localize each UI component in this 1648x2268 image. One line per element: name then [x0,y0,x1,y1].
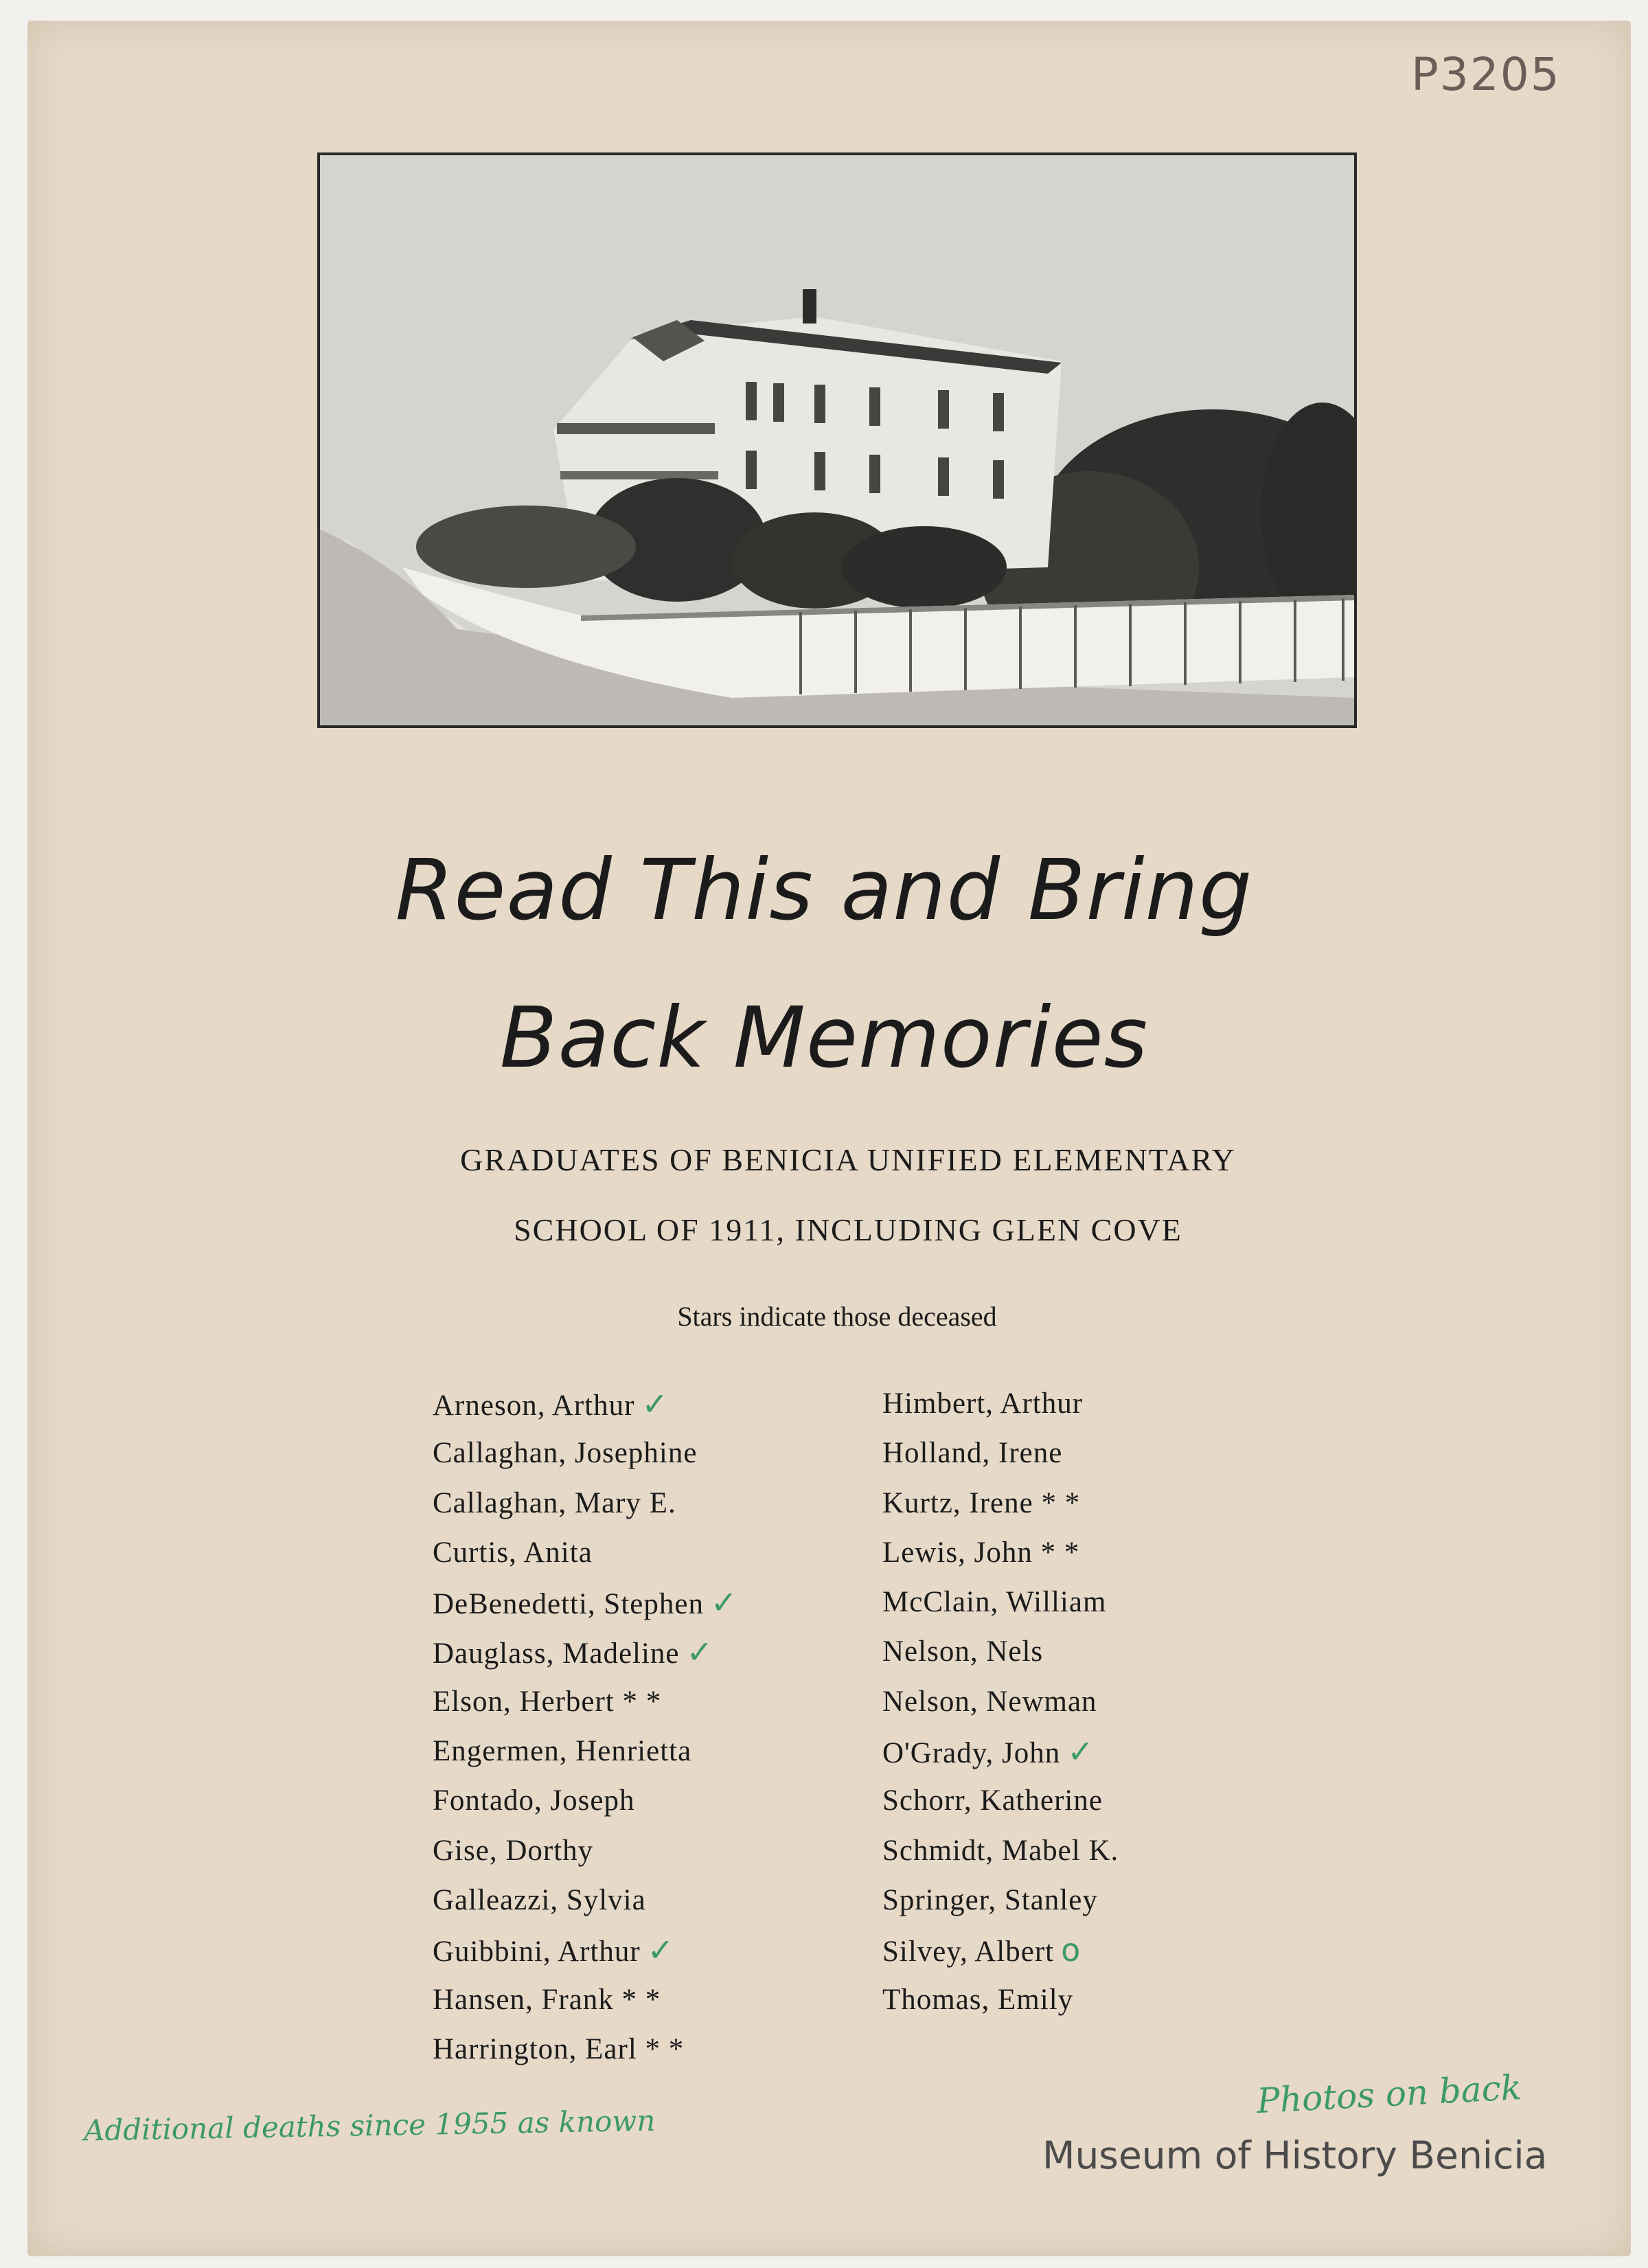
graduate-entry [433,1925,738,1975]
graduate-name: Curtis, Anita [433,1536,593,1569]
graduate-entry [433,1677,738,1727]
graduate-name: Fontado, Joseph [433,1784,635,1817]
graduate-name: Lewis, John * * [882,1536,1080,1569]
graduate-entry [882,1528,1119,1578]
graduate-name: Nelson, Nels [882,1635,1044,1668]
graduate-entry [433,1876,738,1925]
graduate-entry [433,1578,738,1627]
graduate-entry [882,1925,1119,1975]
graduate-name: DeBenedetti, Stephen [433,1588,704,1621]
graduate-name: Schmidt, Mabel K. [882,1834,1119,1867]
graduate-name: Callaghan, Josephine [433,1437,698,1470]
legend-note: Stars indicate those deceased [677,1301,997,1332]
handwritten-note-photos: Photos on back [1255,2067,1523,2122]
graduate-entry [433,2025,738,2074]
heading-line-1: GRADUATES OF BENICIA UNIFIED ELEMENTARY [460,1142,1236,1177]
graduate-name: Gise, Dorthy [433,1834,594,1867]
graduate-name: Callaghan, Mary E. [433,1486,676,1519]
graduate-name: Guibbini, Arthur [433,1936,641,1969]
catalog-number: P3205 [1411,48,1561,101]
handwritten-note-deaths: Additional deaths since 1955 as known [83,2103,656,2148]
graduate-name: Springer, Stanley [882,1883,1098,1916]
graduate-name: Himbert, Arthur [882,1387,1084,1420]
graduate-entry [882,1826,1119,1876]
graduate-entry [433,1479,738,1528]
museum-watermark: Museum of History Benicia [1042,2133,1548,2177]
graduate-entry [433,1975,738,2025]
graduate-entry [433,1627,738,1677]
handwritten-checkmark: o [1061,1931,1082,1969]
graduate-entry [882,1379,1119,1429]
graduate-name: Hansen, Frank * * [433,1983,661,2016]
graduate-entry [433,1379,738,1429]
graduate-entry [433,1727,738,1776]
graduate-name: Silvey, Albert [882,1936,1055,1969]
graduate-entry [433,1826,738,1876]
graduate-name: Harrington, Earl * * [433,2032,685,2065]
graduate-entry [882,1627,1119,1677]
graduate-name: Kurtz, Irene * * [882,1486,1081,1519]
graduate-name: Engermen, Henrietta [433,1735,692,1768]
heading-line-2: SCHOOL OF 1911, INCLUDING GLEN COVE [514,1212,1182,1247]
graduate-entry [882,1975,1119,2025]
graduate-name: Arneson, Arthur [433,1390,635,1422]
graduate-entry [882,1429,1119,1478]
school-building-photo [317,152,1357,728]
title-line-2: Back Memories [499,989,1149,1087]
graduate-entry [882,1876,1119,1925]
graduate-name: Nelson, Newman [882,1685,1097,1718]
graduate-name: Galleazzi, Sylvia [433,1883,646,1916]
handwritten-checkmark: ✓ [641,1385,670,1422]
graduate-entry [882,1776,1119,1826]
handwritten-checkmark: ✓ [686,1633,714,1671]
title-line-1: Read This and Bring [395,841,1253,939]
graduate-entry [882,1578,1119,1627]
graduate-entry [433,1776,738,1826]
graduate-entry [882,1479,1119,1528]
graduate-name: Schorr, Katherine [882,1784,1103,1817]
graduate-name: Dauglass, Madeline [433,1637,680,1670]
graduate-entry [433,1528,738,1578]
graduates-list-right [882,1379,1119,2025]
graduate-name: Elson, Herbert * * [433,1685,662,1718]
graduate-name: Holland, Irene [882,1437,1063,1470]
graduate-name: O'Grady, John [882,1737,1061,1770]
handwritten-checkmark: ✓ [1067,1733,1095,1771]
graduate-name: Thomas, Emily [882,1983,1074,2016]
graduate-entry [433,1429,738,1478]
handwritten-checkmark: ✓ [710,1584,738,1622]
graduate-name: McClain, William [882,1586,1107,1619]
graduate-entry [882,1727,1119,1776]
graduates-list-left [433,1379,738,2074]
handwritten-checkmark: ✓ [647,1931,675,1969]
graduate-entry [882,1677,1119,1727]
